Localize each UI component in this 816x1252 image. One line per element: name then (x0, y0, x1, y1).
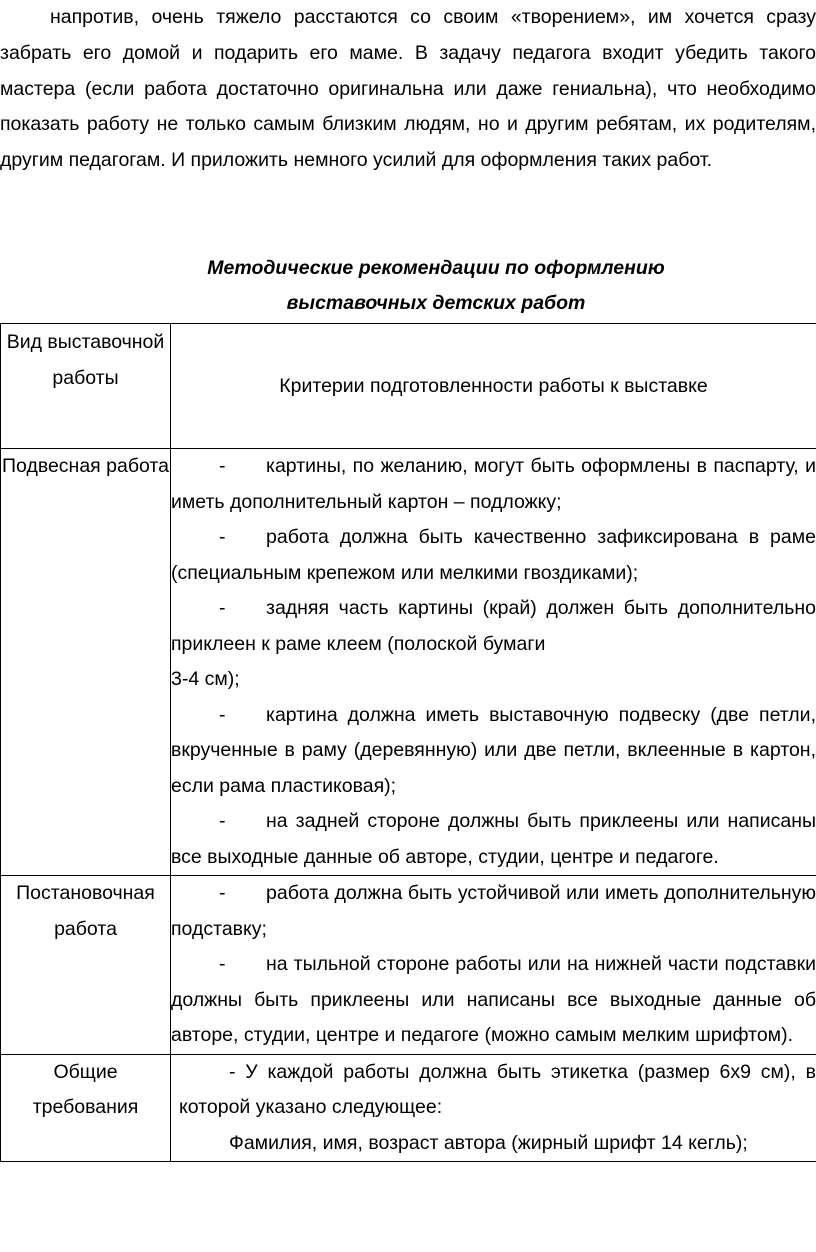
criterion-item (171, 449, 816, 520)
section-title-line1: Методические рекомендации по оформлению (207, 257, 665, 279)
criterion-text: работа должна быть качественно зафиксирована в раме (специальным крепежом или мелкими гвоздиками); (171, 526, 816, 584)
table-row-standing (1, 876, 816, 1055)
criteria-cell-general (171, 1054, 816, 1162)
criterion-item (171, 876, 816, 947)
header-work-type: Вид выставочной работы (1, 324, 171, 449)
section-title-line2: выставочных детских работ (286, 292, 586, 314)
intro-paragraph: напротив, очень тяжело расстаются со своим «творением», им хочется сразу забрать его домой и подарить его маме. В задачу педагога входит убедить такого мастера (если работа достаточно оригинальна или даже гениальна), что необходимо показать работу не только самым близким людям, но и другим ребятам, их родителям, другим педагогам. И приложить немного усилий для оформления таких работ. (0, 6, 816, 172)
criterion-item (171, 591, 816, 698)
criteria-table (0, 323, 816, 1162)
criterion-item (171, 947, 816, 1054)
dash-marker: - (219, 810, 226, 832)
row-type-hanging: Подвесная работа (1, 449, 171, 876)
criterion-item (171, 520, 816, 591)
criterion-item (171, 804, 816, 875)
criterion-text: задняя часть картины (край) должен быть дополнительно приклеен к раме клеем (полоской бумаги (171, 597, 816, 655)
criteria-cell-hanging (171, 449, 816, 876)
dash-marker: - (219, 953, 226, 975)
dash-marker: - (219, 703, 226, 726)
criterion-text: картины, по желанию, могут быть оформлены в паспарту, и иметь дополнительный картон – подложку; (171, 455, 816, 513)
criterion-item: Фамилия, имя, возраст автора (жирный шрифт 14 кегль); (229, 1131, 748, 1154)
dash-marker: - (219, 526, 226, 548)
header-criteria: Критерии подготовленности работы к выставке (171, 324, 816, 449)
criterion-continuation: 3-4 см); (171, 668, 240, 690)
dash-marker: - (219, 882, 226, 904)
criterion-text: работа должна быть устойчивой или иметь дополнительную подставку; (171, 882, 816, 940)
criterion-text: на задней стороне должны быть приклеены или написаны все выходные данные об авторе, студии, центре и педагоге. (171, 810, 816, 868)
table-row-general (1, 1054, 816, 1162)
dash-marker: - (219, 597, 226, 619)
row-type-general: Общие требования (1, 1054, 171, 1162)
dash-marker: - (219, 455, 226, 477)
criterion-item: - У каждой работы должна быть этикетка (размер 6х9 см), в которой указано следующее: (179, 1060, 816, 1118)
criterion-text: на тыльной стороне работы или на нижней части подставки должны быть приклеены или написаны все выходные данные об авторе, студии, центре и педагоге (можно самым мелким шрифтом). (171, 953, 816, 1046)
row-type-standing: Постановочная работа (1, 876, 171, 1055)
table-header-row (1, 324, 816, 449)
criterion-item (171, 698, 816, 805)
table-row-hanging (1, 449, 816, 876)
criteria-cell-standing (171, 876, 816, 1055)
criterion-text: картина должна иметь выставочную подвеску (две петли, вкрученные в раму (деревянную) или две петли, вклеенные в картон, если рама пластиковая); (171, 703, 816, 797)
